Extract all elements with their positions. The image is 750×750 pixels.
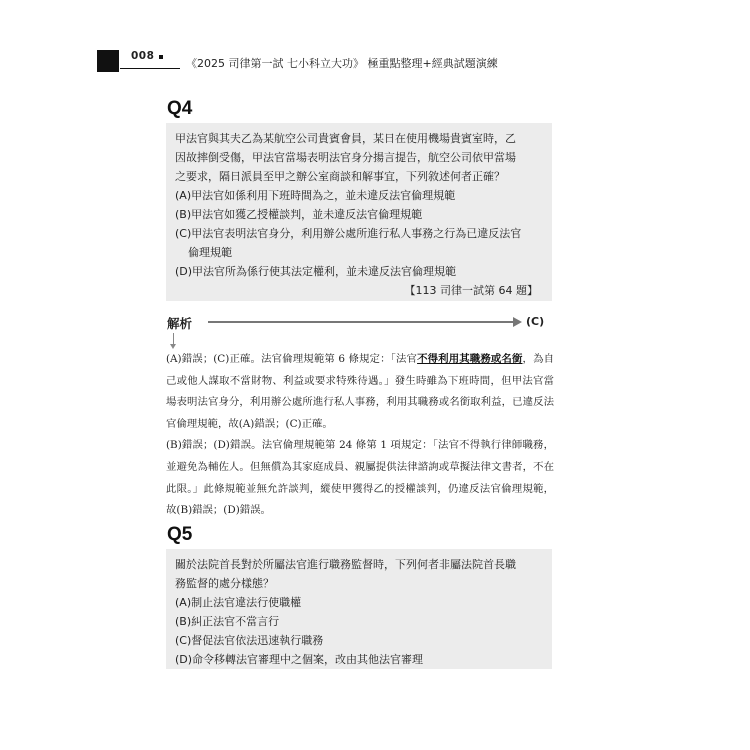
analysis-paragraph-2: (B)錯誤；(D)錯誤。法官倫理規範第 24 條第 1 項規定：「法官不得執行律師職務，並避免為輔佐人。但無償為其家庭成員、親屬提供法律諮詢或草擬法律文書者，不在此限。」此條規範並無允許談判，縱使甲獲得乙的授權談判，仍違反法官倫理規範，故(B)錯誤；(D)錯誤。 <box>166 439 554 517</box>
analysis-label: 解析 <box>167 316 193 331</box>
q4-stem-line: 甲法官與其夫乙為某航空公司貴賓會員，某日在使用機場貴賓室時，乙 <box>175 132 516 145</box>
q5-option-c: (C)督促法官依法迅速執行職務 <box>175 634 324 647</box>
arrow-right-icon <box>513 317 522 327</box>
q4-option-a: (A)甲法官如係利用下班時間為之，並未違反法官倫理規範 <box>175 189 456 202</box>
question-5-label: Q5 <box>167 524 193 545</box>
question-4-label: Q4 <box>167 98 193 119</box>
q4-stem-line: 之要求，隔日派員至甲之辦公室商談和解事宜，下列敘述何者正確？ <box>175 170 505 183</box>
analysis-text <box>166 349 554 522</box>
q5-stem-line: 關於法院首長對於所屬法官進行職務監督時，下列何者非屬法院首長職 <box>175 558 516 571</box>
page-number: 008 <box>131 50 155 62</box>
q5-stem-line: 務監督的處分樣態？ <box>175 577 274 590</box>
q4-option-c-cont: 倫理規範 <box>188 246 232 259</box>
header-rule <box>120 68 180 69</box>
analysis-highlight: 不得利用其職務或名銜 <box>417 353 523 365</box>
q4-source: 【113 司律一試第 64 題】 <box>404 284 538 297</box>
q5-option-b: (B)糾正法官不當言行 <box>175 615 280 628</box>
analysis-arrow-line <box>208 321 516 323</box>
question-4-box <box>166 123 552 301</box>
header-block-marker <box>97 50 119 72</box>
book-title: 《2025 司律第一試 七小科立大功》 極重點整理+經典試題演練 <box>186 57 498 70</box>
q4-option-d: (D)甲法官所為係行使其法定權利，並未違反法官倫理規範 <box>175 265 457 278</box>
q5-option-d: (D)命令移轉法官審理中之個案，改由其他法官審理 <box>175 653 424 666</box>
q5-option-a: (A)制止法官違法行使職權 <box>175 596 302 609</box>
analysis-answer: (C) <box>526 315 545 328</box>
q4-option-c: (C)甲法官表明法官身分，利用辦公處所進行私人事務之行為已違反法官 <box>175 227 522 240</box>
q4-option-b: (B)甲法官如獲乙授權談判，並未違反法官倫理規範 <box>175 208 423 221</box>
header-dot <box>159 55 163 59</box>
q4-stem-line: 因故摔倒受傷，甲法官當場表明法官身分揚言提告，航空公司依甲當場 <box>175 151 516 164</box>
question-5-box <box>166 549 552 669</box>
analysis-p1-prefix: (A)錯誤；(C)正確。法官倫理規範第 6 條規定：「法官 <box>166 353 418 365</box>
analysis-paragraph-1 <box>166 349 554 435</box>
analysis-p1-suffix: ，為自己或他人謀取不當財物、利益或要求特殊待遇。」發生時雖為下班時間，但甲法官當場表明法官身分，利用辦公處所進行私人事務，利用其職務或名銜取利益，已違反法官倫理規範，故(A)錯誤；(C)正確。 <box>166 353 555 430</box>
